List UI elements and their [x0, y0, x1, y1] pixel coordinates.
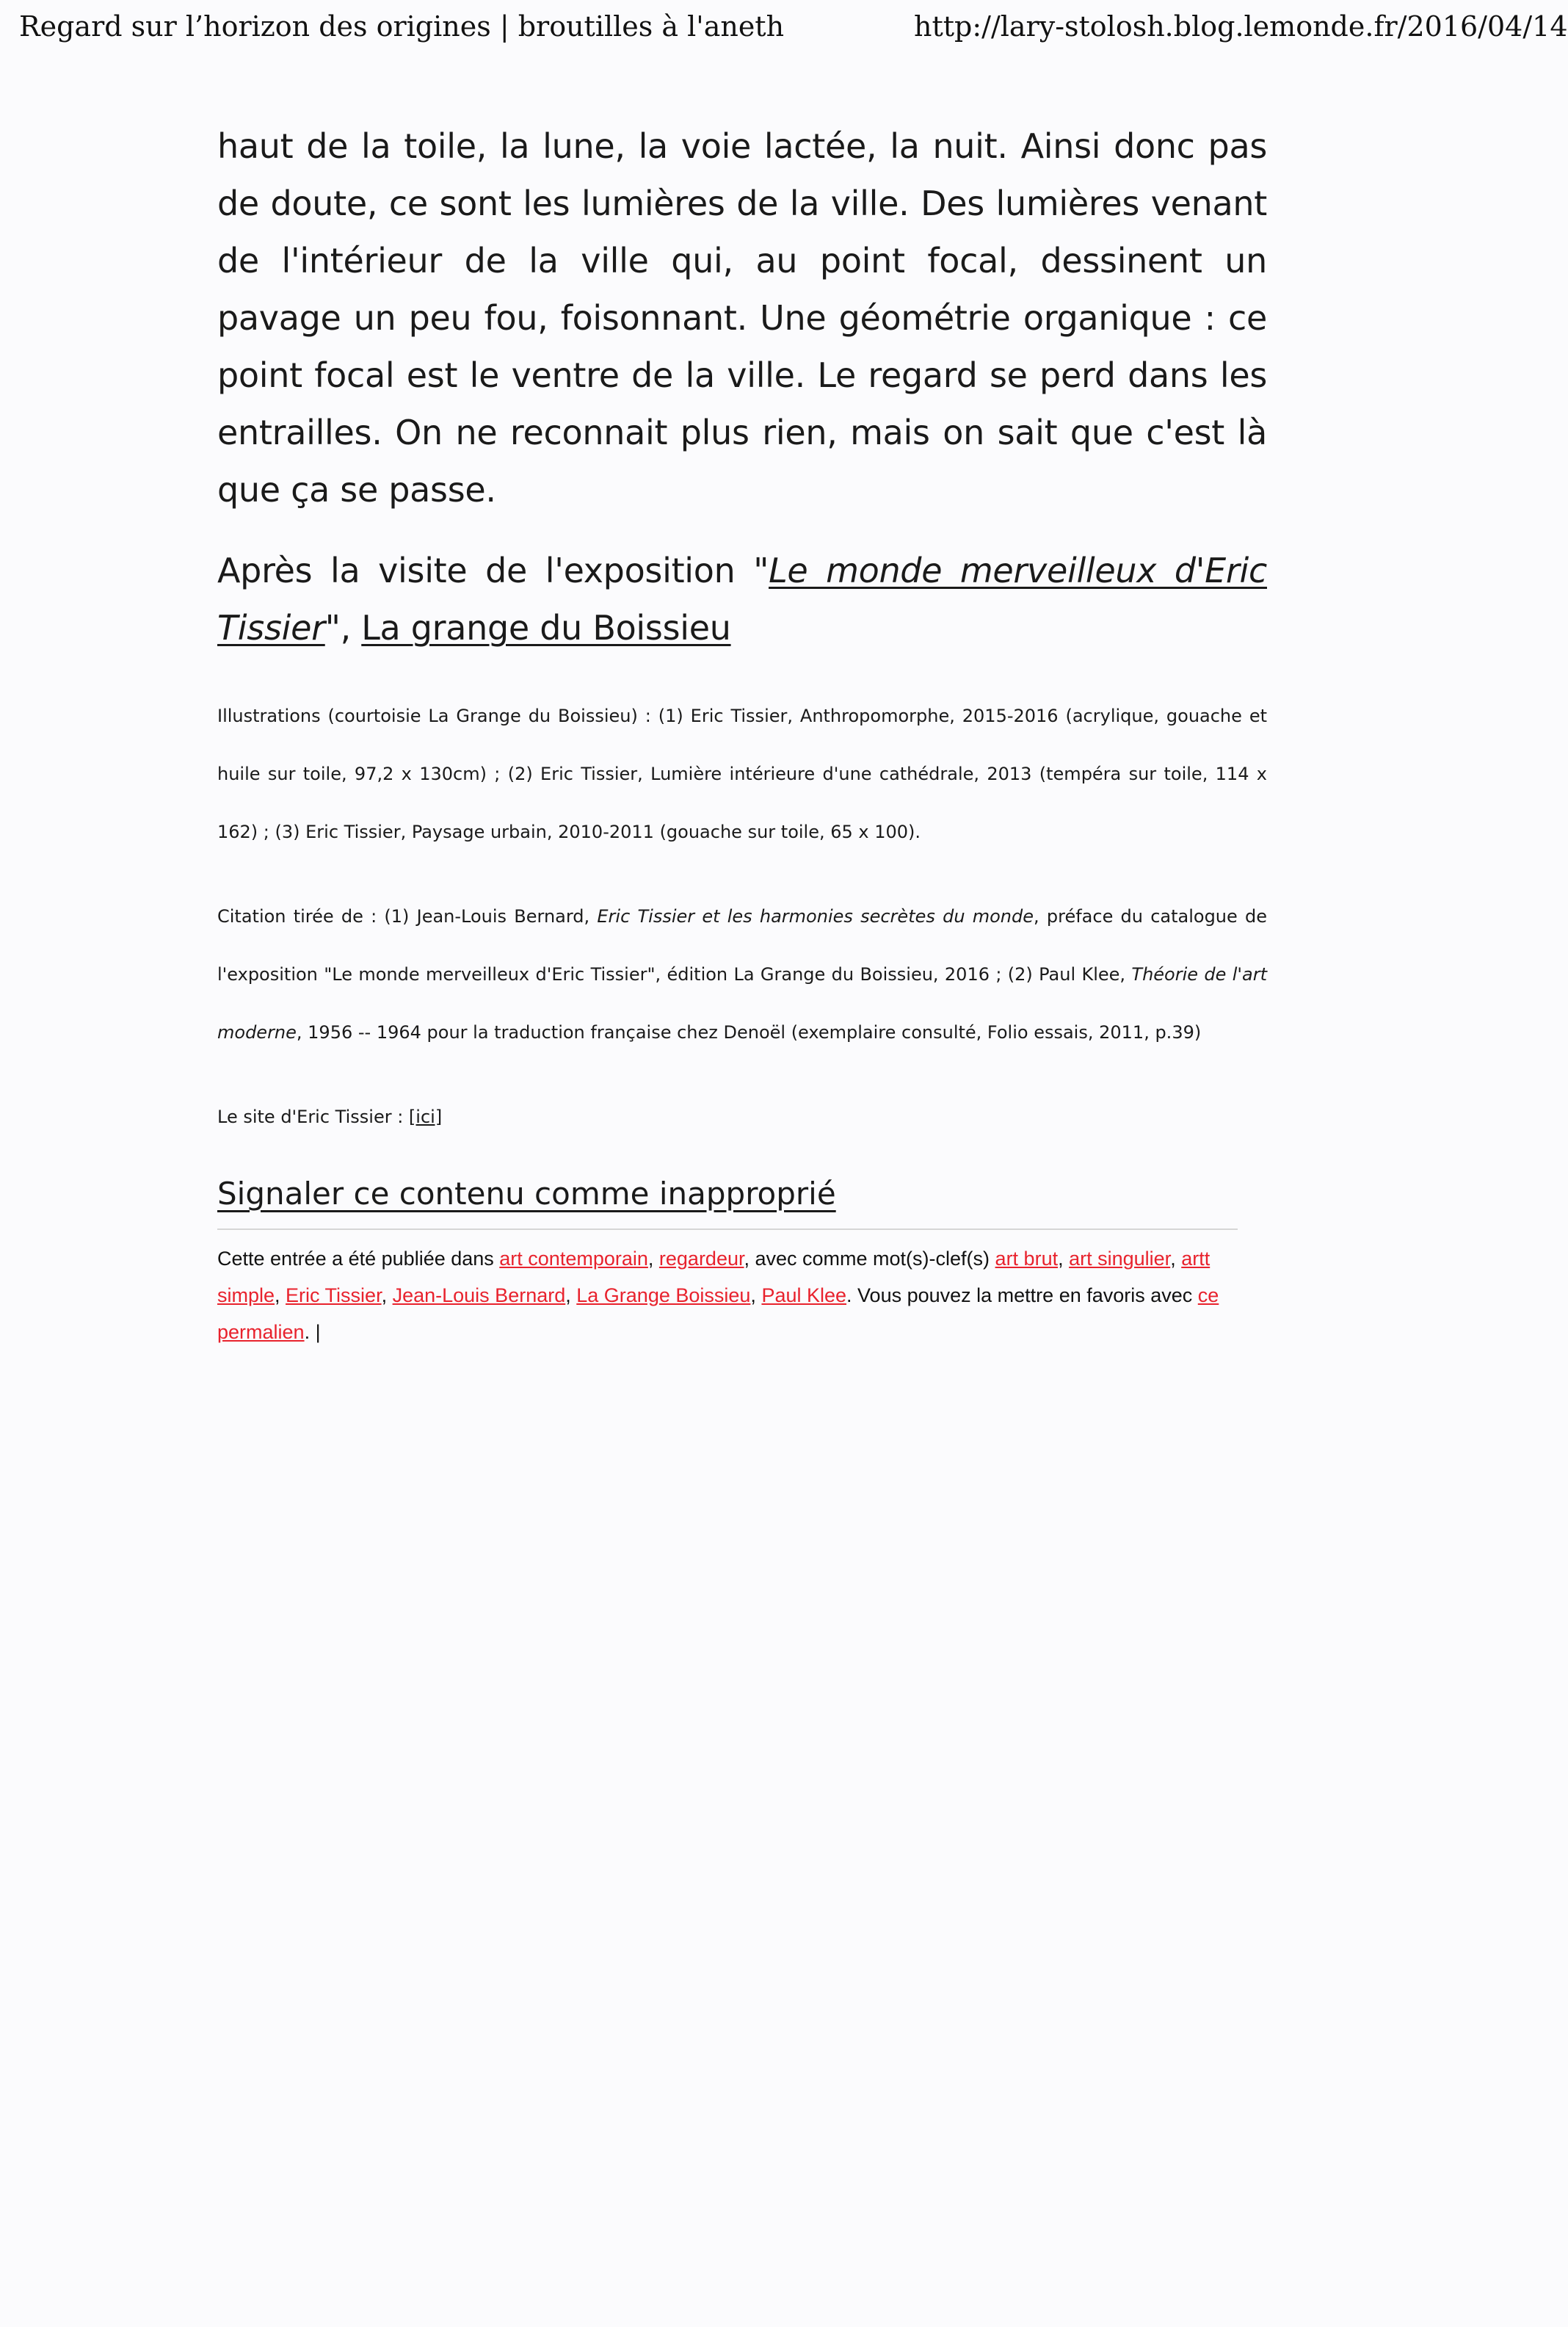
meta-keywords-intro: , avec comme mot(s)-clef(s) — [744, 1248, 995, 1270]
tag-link[interactable]: La Grange Boissieu — [576, 1284, 751, 1306]
tag-link[interactable]: art brut — [995, 1248, 1059, 1270]
citation-part-2: , préface du catalogue de l'exposition "Le monde merveilleux d'Eric Tissier", édition La Grange du Boissieu, 2016 ; (2) Paul Klee, — [217, 906, 1267, 985]
exhibition-prefix: Après la visite de l'exposition " — [217, 551, 769, 590]
page-title: Regard sur l’horizon des origines | broutilles à l'aneth — [19, 10, 785, 43]
tag-link[interactable]: Jean-Louis Bernard — [392, 1284, 566, 1306]
divider — [217, 1228, 1238, 1230]
tag-link[interactable]: Eric Tissier — [286, 1284, 382, 1306]
meta-favorites: . Vous pouvez la mettre en favoris avec — [846, 1284, 1198, 1306]
artist-site-link[interactable]: [ici] — [408, 1107, 443, 1127]
illustrations-credits: Illustrations (courtoisie La Grange du Boissieu) : (1) Eric Tissier, Anthropomorphe, 2015-2016 (acrylique, gouache et huile sur toile, 97,2 x 130cm) ; (2) Eric Tissier, Lumière intérieure d'une cathédrale, 2013 (tempéra sur toile, 114 x 162) ; (3) Eric Tissier, Paysage urbain, 2010-2011 (gouache sur toile, 65 x 100). — [217, 706, 1267, 842]
artist-site-prefix: Le site d'Eric Tissier : — [217, 1107, 409, 1127]
print-header — [0, 0, 1568, 59]
page-url: http://lary-stolosh.blog.lemonde.fr/2016/04/14 — [914, 10, 1568, 43]
exhibition-middle: ", — [324, 608, 362, 648]
meta-posted-in: Cette entrée a été publiée dans — [217, 1248, 500, 1270]
post-meta: Cette entrée a été publiée dans art contemporain, regardeur, avec comme mot(s)-clef(s) art brut, art singulier, artt simple, Eric Tissier, Jean-Louis Bernard, La Grange Boissieu, Paul Klee. Vous pouvez la mettre en favoris avec ce permalien. | — [217, 1248, 1219, 1343]
article-content — [217, 117, 1267, 1350]
citation-credits — [217, 888, 1267, 1062]
tag-link[interactable]: artt simple — [217, 1248, 1211, 1306]
artist-site-line — [217, 1088, 1267, 1146]
meta-end: . | — [304, 1321, 321, 1343]
category-link[interactable]: art contemporain — [499, 1248, 648, 1270]
permalink-link[interactable]: ce permalien — [217, 1284, 1219, 1343]
citation-part-1: Citation tirée de : (1) Jean-Louis Bernard, — [217, 906, 598, 927]
tag-link[interactable]: Paul Klee — [761, 1284, 847, 1306]
exhibition-title-link[interactable]: Le monde merveilleux d'Eric Tissier — [217, 551, 1267, 648]
body-paragraph: haut de la toile, la lune, la voie lactée, la nuit. Ainsi donc pas de doute, ce sont les lumières de la ville. Des lumières venant de l'intérieur de la ville qui, au point focal, dessinent un pavage un peu fou, foisonnant. Une géométrie organique : ce point focal est le ventre de la ville. Le regard se perd dans les entrailles. On ne reconnait plus rien, mais on sait que c'est là que ça se passe. — [217, 126, 1267, 510]
category-link[interactable]: regardeur — [658, 1248, 744, 1270]
citation-book-2: Théorie de l'art moderne — [217, 964, 1267, 1043]
citation-part-3: , 1956 -- 1964 pour la traduction française chez Denoël (exemplaire consulté, Folio essais, 2011, p.39) — [296, 1022, 1202, 1043]
venue-link[interactable]: La grange du Boissieu — [361, 608, 731, 648]
exhibition-paragraph — [217, 542, 1267, 656]
tag-link[interactable]: art singulier — [1069, 1248, 1171, 1270]
citation-book-1: Eric Tissier et les harmonies secrètes du monde — [597, 906, 1034, 927]
report-content-link[interactable]: Signaler ce contenu comme inapproprié — [217, 1176, 836, 1212]
